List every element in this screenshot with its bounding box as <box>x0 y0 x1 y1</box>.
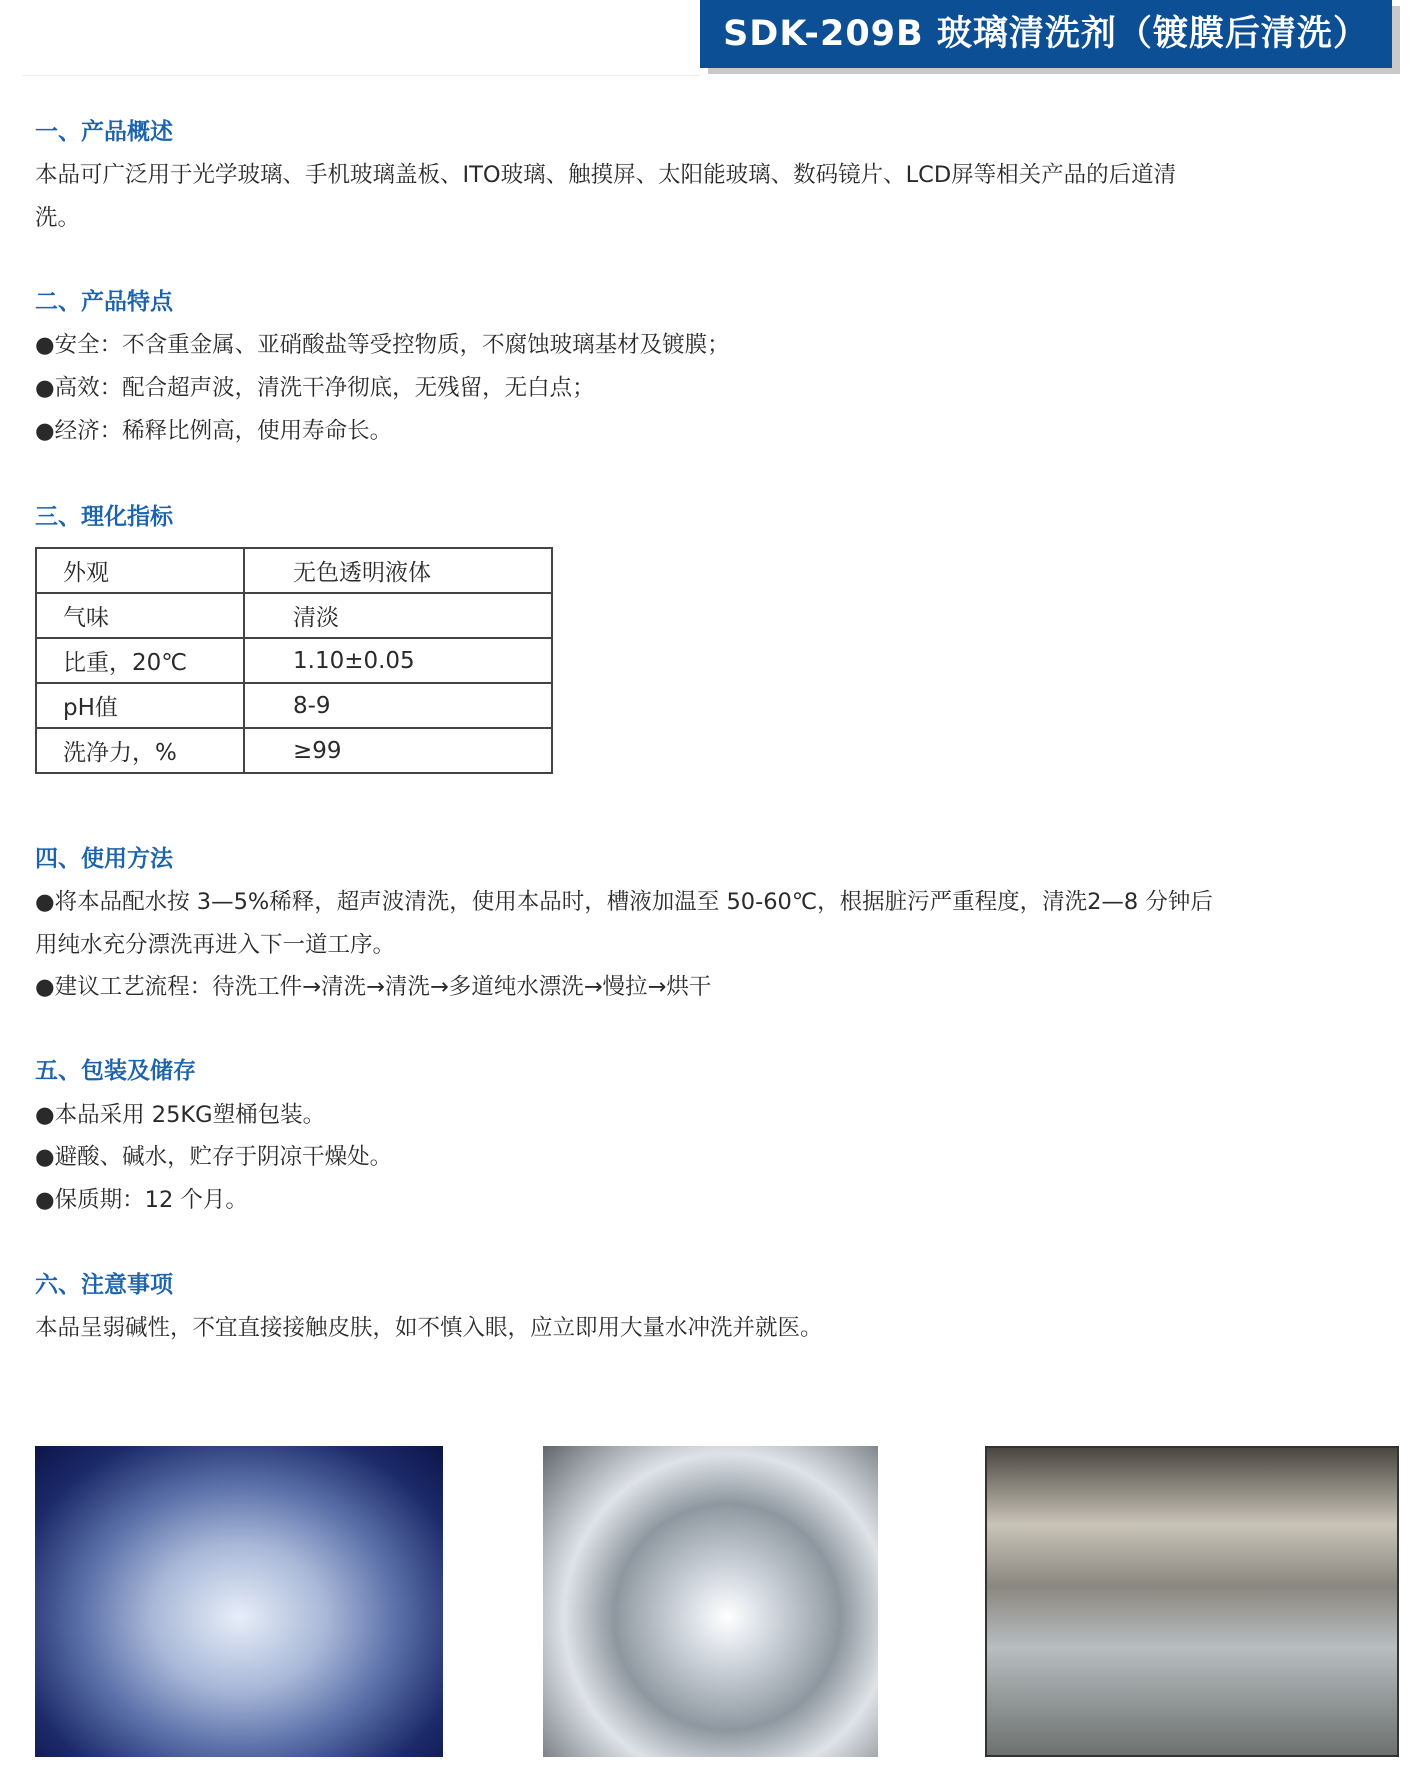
glass-part-photo <box>35 1446 443 1757</box>
table-row <box>36 548 552 593</box>
packaging-item: ●本品采用 25KG塑桶包装。 <box>35 1102 326 1128</box>
spec-label: pH值 <box>36 683 244 728</box>
overview-text: 洗。 <box>35 205 81 231</box>
spec-value: 8-9 <box>244 683 552 728</box>
section-heading-usage: 四、使用方法 <box>35 846 173 872</box>
section-heading-packaging: 五、包装及储存 <box>35 1058 196 1084</box>
overview-text: 本品可广泛用于光学玻璃、手机玻璃盖板、ITO玻璃、触摸屏、太阳能玻璃、数码镜片、LCD屏等相关产品的后道清 <box>35 162 1177 188</box>
table-row <box>36 638 552 683</box>
specs-table <box>35 547 553 774</box>
table-row <box>36 683 552 728</box>
packaging-item: ●保质期：12 个月。 <box>35 1187 248 1213</box>
feature-item: ●经济：稀释比例高，使用寿命长。 <box>35 418 393 444</box>
section-heading-features: 二、产品特点 <box>35 289 173 315</box>
feature-item: ●高效：配合超声波，清洗干净彻底，无残留，无白点； <box>35 375 595 401</box>
metal-chuck-photo <box>543 1446 878 1757</box>
page-title: SDK-209B 玻璃清洗剂（镀膜后清洗） <box>700 0 1392 68</box>
usage-text: ●建议工艺流程：待洗工件→清洗→清洗→多道纯水漂洗→慢拉→烘干 <box>35 974 712 1000</box>
table-row <box>36 728 552 773</box>
spec-label: 气味 <box>36 593 244 638</box>
spec-label: 比重，20℃ <box>36 638 244 683</box>
spec-value: ≥99 <box>244 728 552 773</box>
usage-text: 用纯水充分漂洗再进入下一道工序。 <box>35 932 396 958</box>
precautions-text: 本品呈弱碱性，不宜直接接触皮肤，如不慎入眼，应立即用大量水冲洗并就医。 <box>35 1315 823 1341</box>
table-row <box>36 593 552 638</box>
spec-label: 外观 <box>36 548 244 593</box>
feature-item: ●安全：不含重金属、亚硝酸盐等受控物质，不腐蚀玻璃基材及镀膜； <box>35 332 730 358</box>
usage-text: ●将本品配水按 3—5%稀释，超声波清洗，使用本品时，槽液加温至 50-60℃，根据脏污严重程度，清洗2—8 分钟后 <box>35 889 1213 915</box>
section-heading-overview: 一、产品概述 <box>35 119 173 145</box>
spec-value: 清淡 <box>244 593 552 638</box>
section-heading-precautions: 六、注意事项 <box>35 1272 173 1298</box>
section-heading-specs: 三、理化指标 <box>35 504 173 530</box>
spec-value: 1.10±0.05 <box>244 638 552 683</box>
spec-value: 无色透明液体 <box>244 548 552 593</box>
packaging-item: ●避酸、碱水，贮存于阴凉干燥处。 <box>35 1144 393 1170</box>
machining-photo <box>985 1446 1399 1757</box>
divider <box>22 75 700 76</box>
spec-label: 洗净力，% <box>36 728 244 773</box>
